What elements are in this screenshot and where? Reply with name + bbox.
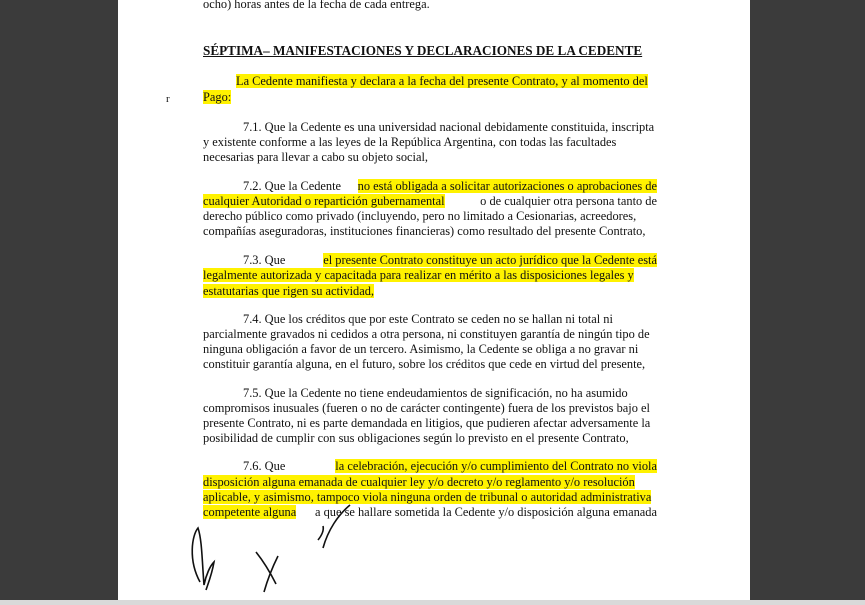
clause-7-5-line-4: posibilidad de cumplir con sus obligaciones según lo previsto en el presente Contrato, [203, 431, 629, 445]
clause-7-3-highlight-1: el presente Contrato constituye un acto jurídico que la Cedente está [323, 253, 657, 267]
clause-7-3-lead: 7.3. Que [243, 253, 286, 267]
clause-7-2-line-1 [243, 179, 657, 193]
clause-7-2-line-3: derecho público como privado (incluyendo, pero no limitado a Cesionarias, acreedores, [203, 209, 637, 223]
clause-7-1-line-3: necesarias para llevar a cabo su objeto social, [203, 150, 428, 164]
clause-7-6-lead: 7.6. Que [243, 459, 286, 473]
signature-initial-left [192, 528, 214, 590]
clause-7-4-line-1: 7.4. Que los créditos que por este Contrato se ceden no se hallan ni total ni [243, 312, 613, 326]
clause-7-3-line-2 [203, 268, 658, 282]
document-page[interactable] [118, 0, 750, 600]
clause-7-5-line-1: 7.5. Que la Cedente no tiene endeudamientos de significación, no ha asumido [243, 386, 628, 400]
clause-7-4-line-3: ninguna obligación a favor de un tercero. Asimismo, la Cedente se obliga a no gravar ni [203, 342, 639, 356]
clause-7-4-line-2: parcialmente gravados ni cedidos a otra persona, ni constituyen garantía de ningún tipo de [203, 327, 650, 341]
viewer-bottom-bar [0, 600, 865, 605]
clause-7-6-line-2 [203, 475, 658, 489]
clause-7-2-highlight-2: cualquier Autoridad o repartición gubernamental [203, 194, 445, 208]
clause-7-6-rest: a que se hallare sometida la Cedente y/o disposición alguna emanada [314, 505, 657, 519]
clause-7-6-highlight-4: competente alguna [203, 505, 297, 519]
clause-7-2-highlight-1: no está obligada a solicitar autorizaciones o aprobaciones de [357, 179, 657, 193]
viewer-right-margin [750, 0, 865, 600]
clause-7-5-line-3: presente Contrato, ni es parte demandada en litigios, que pudieren afectar adversamente la [203, 416, 651, 430]
intro-line-2 [203, 90, 263, 104]
clause-7-2-line-4: compañías aseguradoras, instituciones financieras) como resultado del presente Contrato, [203, 224, 646, 238]
intro-line-1 [236, 74, 671, 88]
clause-7-1-line-1: 7.1. Que la Cedente es una universidad nacional debidamente constituida, inscripta [243, 120, 655, 134]
clause-7-3-highlight-2: legalmente autorizada y capacitada para realizar en mérito a las disposiciones legales y [203, 268, 634, 282]
clause-7-2-lead: 7.2. Que la Cedente [243, 179, 342, 193]
clause-7-6-line-1 [243, 459, 657, 473]
section-heading: SÉPTIMA– MANIFESTACIONES Y DECLARACIONES DE LA CEDENTE [203, 43, 643, 58]
clause-7-3-line-1 [243, 253, 657, 267]
signature-initial-middle [256, 552, 278, 592]
intro-highlight-1: La Cedente manifiesta y declara a la fecha del presente Contrato, y al momento del [236, 74, 648, 88]
clause-7-2-rest: o de cualquier otra persona tanto de [480, 194, 657, 208]
clause-7-1-line-2: y existente conforme a las leyes de la República Argentina, con todas las facultades [203, 135, 617, 149]
intro-highlight-2: Pago: [203, 90, 232, 104]
clause-7-6-highlight-2: disposición alguna emanada de cualquier ley y/o decreto y/o reglamento y/o resolución [203, 475, 635, 489]
clause-7-5-line-2: compromisos inusuales (fueren o no de carácter contingente) fuera de los previstos bajo el [203, 401, 650, 415]
signature-small-mark [318, 526, 323, 540]
viewer-left-margin [0, 0, 118, 600]
clause-7-3-highlight-3: estatutarias que rigen su actividad, [203, 284, 375, 298]
margin-mark: r [166, 93, 170, 105]
clause-7-6-line-4 [203, 505, 657, 519]
clause-7-3-line-3 [203, 284, 503, 298]
clause-7-2-line-2 [203, 194, 657, 208]
clause-7-6-line-3 [203, 490, 658, 504]
clause-7-6-highlight-3: aplicable, y asimismo, tampoco viola ninguna orden de tribunal o autoridad administrativa [203, 490, 652, 504]
clause-7-6-highlight-1: la celebración, ejecución y/o cumplimiento del Contrato no viola [335, 459, 657, 473]
top-fragment-text: ocho) horas antes de la fecha de cada entrega. [203, 0, 430, 11]
clause-7-4-line-4: constituir garantía alguna, en el futuro, sobre los créditos que cede en virtud del presente, [203, 357, 646, 371]
